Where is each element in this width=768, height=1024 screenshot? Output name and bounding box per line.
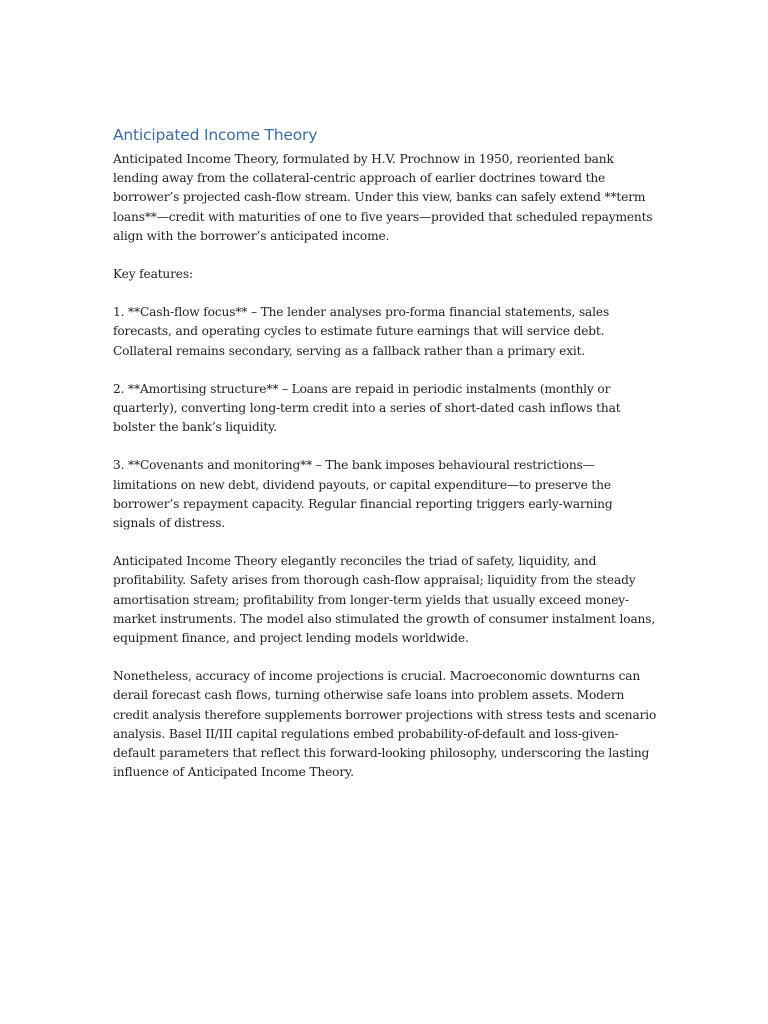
document-page	[113, 124, 658, 801]
paragraph-key-features-heading: Key features:	[113, 267, 193, 282]
paragraph-feature-cash-flow: 1. **Cash-flow focus** – The lender analyses pro-forma financial statements, sales forecasts, and operating cycles to estimate future earnings that will service debt. Collateral remains secondary, serving as a fallback rather than a primary exit.	[113, 305, 610, 358]
paragraph-feature-covenants: 3. **Covenants and monitoring** – The bank imposes behavioural restrictions—limitations on new debt, dividend payouts, or capital expenditure—to preserve the borrower’s repayment capacity. Regular financial reporting triggers early-warning signals of distress.	[113, 458, 613, 531]
paragraph-intro: Anticipated Income Theory, formulated by H.V. Prochnow in 1950, reoriented bank lending away from the collateral-centric approach of earlier doctrines toward the borrower’s projected cash-flow stream. Under this view, banks can safely extend **term loans**—credit with maturities of one to five years—provided that scheduled repayments align with the borrower’s anticipated income.	[113, 152, 653, 243]
paragraph-conclusion: Nonetheless, accuracy of income projections is crucial. Macroeconomic downturns can derail forecast cash flows, turning otherwise safe loans into problem assets. Modern credit analysis therefore supplements borrower projections with stress tests and scenario analysis. Basel II/III capital regulations embed probability-of-default and loss-given-default parameters that reflect this forward-looking philosophy, underscoring the lasting influence of Anticipated Income Theory.	[113, 669, 657, 780]
paragraph-triad: Anticipated Income Theory elegantly reconciles the triad of safety, liquidity, and profitability. Safety arises from thorough cash-flow appraisal; liquidity from the steady amortisation stream; profitability from longer-term yields that usually exceed money-market instruments. The model also stimulated the growth of consumer instalment loans, equipment finance, and project lending models worldwide.	[113, 554, 656, 646]
paragraph-feature-amortising: 2. **Amortising structure** – Loans are repaid in periodic instalments (monthly or quarterly), converting long-term credit into a series of short-dated cash inflows that bolster the bank’s liquidity.	[113, 381, 621, 435]
document-title: Anticipated Income Theory	[113, 126, 318, 144]
